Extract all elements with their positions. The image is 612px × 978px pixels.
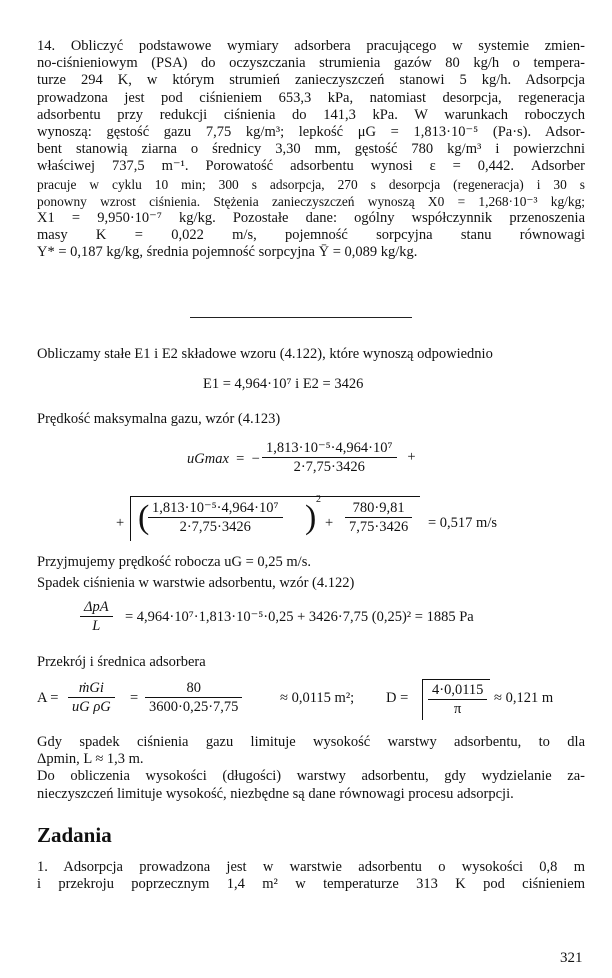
diameter-denominator: π <box>454 701 462 717</box>
problem-line: wynoszą: gęstość gazu 7,75 kg/m³; lepkość μG = 1,813·10⁻⁵ (Pa·s). Adsor- <box>37 124 585 141</box>
problem-line: X1 = 9,950·10⁻⁷ kg/kg. Pozostałe dane: ogólny współczynnik przenoszenia <box>37 210 585 227</box>
area-lhs: A = <box>37 690 59 706</box>
root-denominator-1: 2·7,75·3426 <box>179 519 251 535</box>
umax-symbol: uGmax <box>187 451 229 467</box>
solution-intro: Obliczamy stałe E1 i E2 składowe wzoru (4.122), które wynoszą odpowiednio <box>37 346 493 362</box>
radical-bar <box>130 496 420 497</box>
problem-line: ponowny wzrost ciśnienia. Stężenia zanieczyszczeń wynoszą X0 = 1,268·10⁻³ kg/kg; <box>37 193 585 209</box>
pressure-drop-intro: Spadek ciśnienia w warstwie adsorbentu, wzór (4.122) <box>37 575 355 591</box>
equation-e-constants: E1 = 4,964·10⁷ i E2 = 3426 <box>203 376 364 392</box>
closing-line: nieczyszczeń limituje wysokość, niezbędne są dane równowagi procesu adsorpcji. <box>37 785 514 802</box>
root-close-paren: ) <box>305 499 317 536</box>
area-denominator-2: 3600·0,25·7,75 <box>149 699 239 715</box>
diameter-numerator: 4·0,0115 <box>428 681 487 700</box>
problem-line: no-ciśnieniowym (PSA) do oczyszczania strumienia gazów 80 kg/h o tempera- <box>37 55 585 72</box>
umax-numerator: 1,813·10⁻⁵·4,964·10⁷ <box>262 439 397 458</box>
problem-line: pracuje w cyklu 10 min; 300 s adsorpcja, 270 s desorpcja (regeneracja) i 30 s <box>37 176 585 192</box>
section-intro: Przekrój i średnica adsorbera <box>37 654 206 670</box>
task-line: 1. Adsorpcja prowadzona jest w warstwie adsorbentu o wysokości 0,8 m <box>37 859 585 875</box>
equation-umax-fraction <box>262 439 416 476</box>
root-open-paren: ( <box>138 499 150 536</box>
problem-line: bent stanowią ziarna o średnicy 3,30 mm, gęstość 780 kg/m³ i powierzchni <box>37 141 585 158</box>
root-numerator-2: 780·9,81 <box>345 499 412 518</box>
closing-line: Do obliczenia wysokości (długości) warstwy adsorbentu, gdy wydzielanie za- <box>37 768 585 785</box>
area-denominator-1: uG ρG <box>72 699 111 715</box>
area-fraction-2 <box>145 679 242 716</box>
problem-line: 14. Obliczyć podstawowe wymiary adsorbera pracującego w systemie zmien- <box>37 38 585 54</box>
equals-minus: = − <box>232 451 260 467</box>
root-plus: + <box>325 515 334 531</box>
root-fraction-1 <box>148 499 283 536</box>
area-fraction-1 <box>68 679 115 716</box>
area-equals: = <box>130 690 139 706</box>
task-line: i przekroju poprzecznym 1,4 m² w temperaturze 313 K pod ciśnieniem <box>37 876 585 893</box>
working-velocity: Przyjmujemy prędkość robocza uG = 0,25 m/s. <box>37 554 311 570</box>
root-square-exponent: 2 <box>316 494 321 505</box>
problem-line: Y* = 0,187 kg/kg, średnia pojemność sorpcyjna Ȳ = 0,089 kg/kg. <box>37 244 418 261</box>
root-fraction-2 <box>345 499 412 536</box>
section-divider <box>190 317 412 318</box>
closing-text <box>37 734 585 803</box>
closing-line: Δpmin, L ≈ 1,3 m. <box>37 751 144 768</box>
problem-line: właściwej 737,5 m⁻¹. Porowatość adsorbentu wynosi ε = 0,442. Adsorber <box>37 158 585 175</box>
dp-denominator: L <box>92 618 101 634</box>
pressure-drop-fraction <box>80 598 113 635</box>
dp-numerator: ΔpA <box>80 598 113 617</box>
tasks-text <box>37 859 585 893</box>
area-numerator-2: 80 <box>145 679 242 698</box>
velocity-intro: Prędkość maksymalna gazu, wzór (4.123) <box>37 411 281 427</box>
problem-line: adsorbentu przy redukcji ciśnienia do 141,3 kPa. W warunkach roboczych <box>37 106 585 123</box>
area-numerator-1: ṁGi <box>68 679 115 698</box>
umax-denominator: 2·7,75·3426 <box>293 459 365 475</box>
equation-umax-lhs <box>187 451 260 468</box>
umax-result: = 0,517 m/s <box>428 515 498 531</box>
section-heading: Zadania <box>37 823 112 847</box>
diameter-radical <box>422 680 423 720</box>
root-numerator-1: 1,813·10⁻⁵·4,964·10⁷ <box>148 499 283 518</box>
problem-line: prowadzona jest pod ciśnieniem 653,3 kPa, natomiast desorpcja, regeneracja <box>37 89 585 106</box>
closing-line: Gdy spadek ciśnienia gazu limituje wysokość warstwy adsorbentu, to dla <box>37 734 585 750</box>
problem-14-text <box>37 38 585 262</box>
diameter-fraction <box>428 681 487 718</box>
diameter-lhs: D = <box>386 690 409 706</box>
problem-line: masy K = 0,022 m/s, pojemność sorpcyjna stanu równowagi <box>37 227 585 244</box>
diameter-result: ≈ 0,121 m <box>494 690 554 706</box>
area-result: ≈ 0,0115 m²; <box>280 690 355 706</box>
diameter-radical-bar <box>422 679 490 680</box>
plus-sign: + <box>400 448 416 465</box>
pressure-drop-rhs: = 4,964·10⁷·1,813·10⁻⁵·0,25 + 3426·7,75 (0,25)² = 1885 Pa <box>125 609 474 625</box>
root-denominator-2: 7,75·3426 <box>349 519 409 535</box>
page-number: 321 <box>560 950 583 966</box>
problem-line: turze 294 K, w którym strumień zanieczyszczeń stanowi 5 kg/h. Adsorpcja <box>37 72 585 89</box>
plus-before-root: + <box>116 515 125 531</box>
radical-sign <box>130 497 131 541</box>
